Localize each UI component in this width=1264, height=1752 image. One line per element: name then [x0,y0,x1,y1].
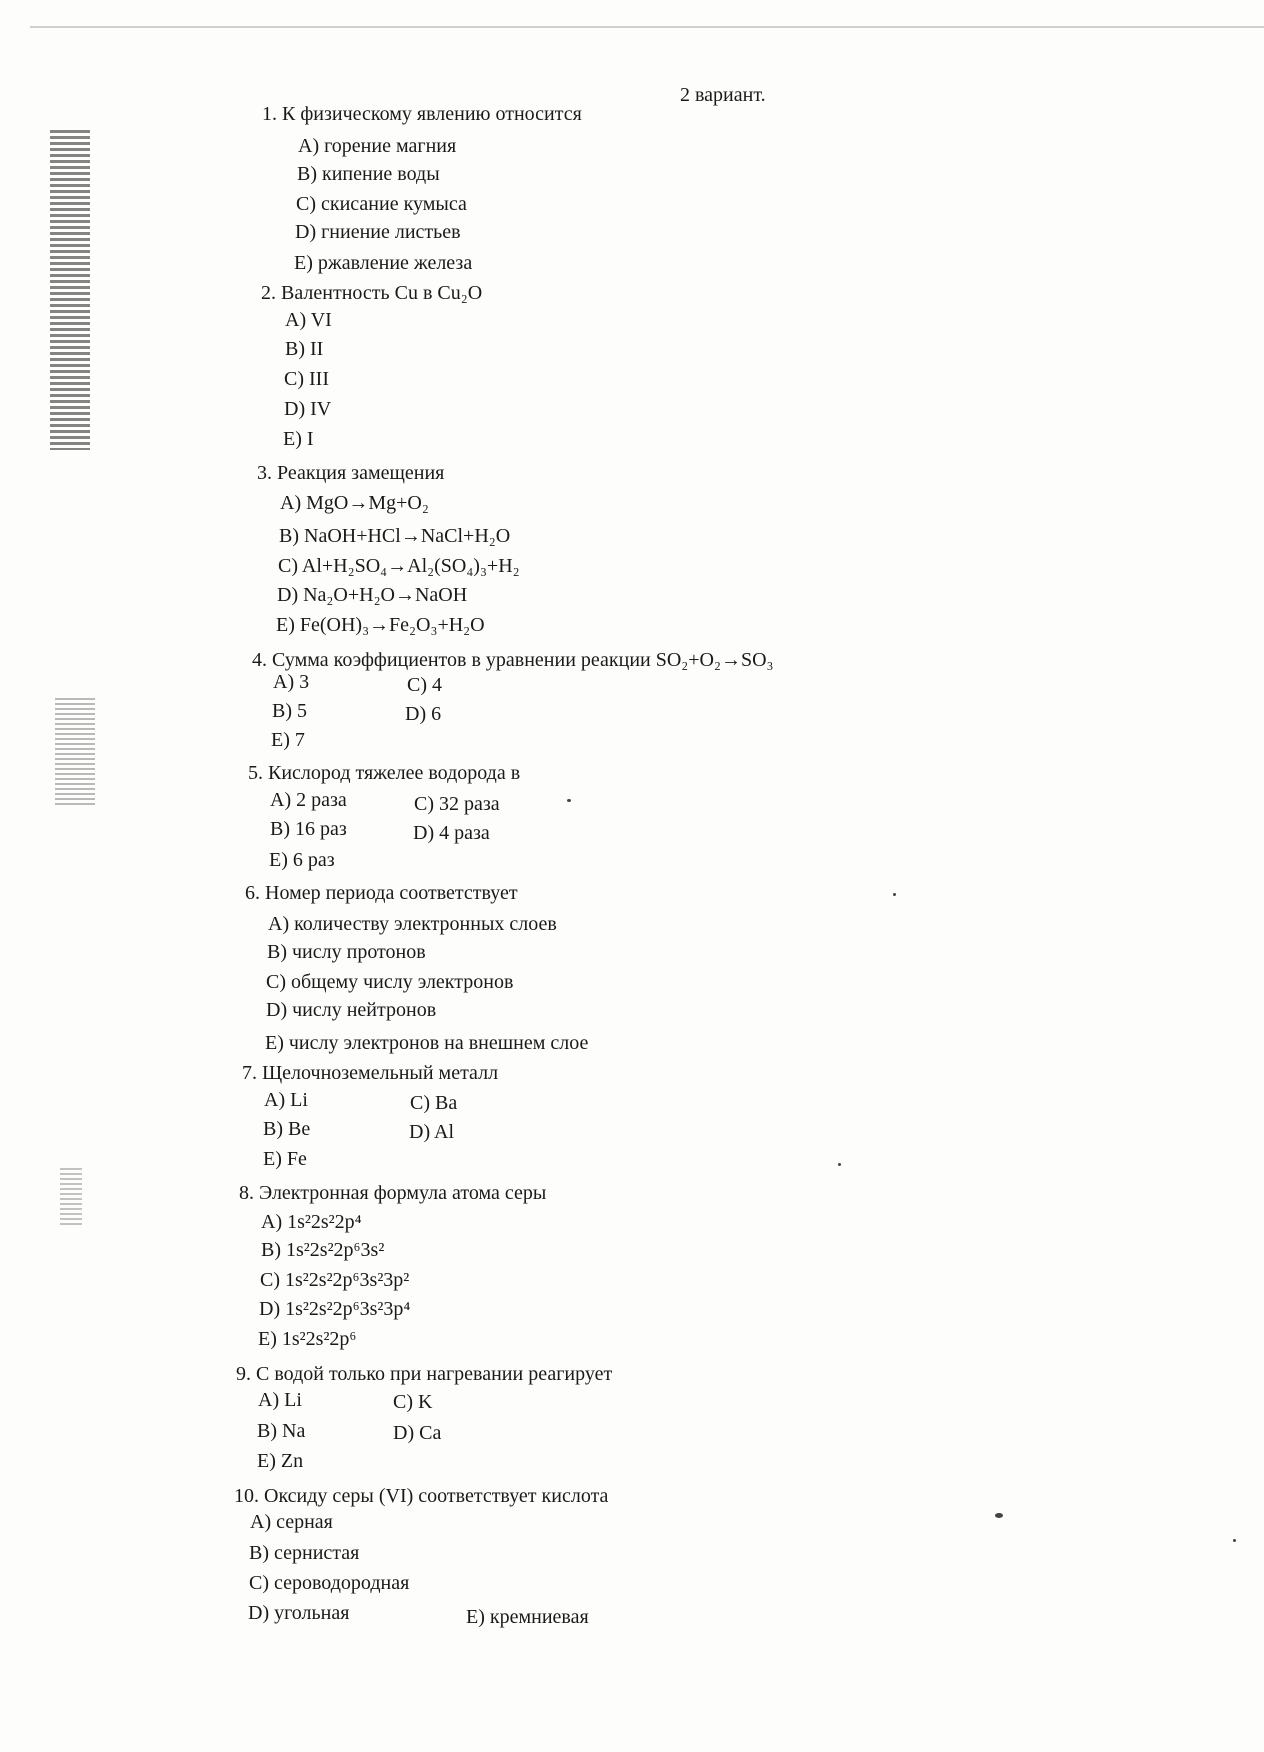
q6-option-a: A) количеству электронных слоев [268,913,557,935]
question-4: 4. Сумма коэффициентов в уравнении реакции SO₂+O₂→SO₃ [252,649,774,671]
q8-option-c: C) 1s²2s²2p⁶3s²3p² [260,1269,410,1291]
q2-option-c: C) III [284,368,329,390]
question-3: 3. Реакция замещения [257,462,445,484]
q5-option-a: A) 2 раза [270,789,347,811]
q10-option-e: E) кремниевая [466,1606,589,1628]
q5-option-c: C) 32 раза [414,793,500,815]
q4-option-c: C) 4 [407,674,442,696]
q7-option-b: B) Be [263,1118,311,1140]
q2-option-a: A) VI [285,309,332,331]
question-10: 10. Оксиду серы (VI) соответствует кислота [234,1485,609,1507]
q3-option-a: A) MgO→Mg+O₂ [280,492,429,514]
q1-option-b: B) кипение воды [297,163,440,185]
q4-option-d: D) 6 [405,703,442,725]
q3-option-d: D) Na₂O+H₂O→NaOH [277,584,468,606]
question-9: 9. С водой только при нагревании реагирует [236,1363,613,1385]
q10-option-b: B) сернистая [249,1542,360,1564]
scan-speck [893,893,896,896]
question-6: 6. Номер периода соответствует [245,882,518,904]
q3-option-b: B) NaOH+HCl→NaCl+H₂O [279,525,511,547]
question-1: 1. К физическому явлению относится [262,103,582,125]
q1-option-a: A) горение магния [298,135,457,157]
q8-option-a: A) 1s²2s²2p⁴ [261,1211,362,1233]
q1-option-e: E) ржавление железа [294,252,473,274]
q6-option-c: C) общему числу электронов [266,971,514,993]
scan-artifact [55,698,95,808]
scan-artifact [60,1168,82,1228]
q6-option-d: D) числу нейтронов [266,999,437,1021]
q3-option-e: E) Fe(OH)₃→Fe₂O₃+H₂O [276,614,485,636]
q7-option-d: D) Al [409,1121,454,1143]
q4-option-b: B) 5 [272,700,307,722]
q4-option-e: E) 7 [271,729,305,751]
q1-option-c: C) скисание кумыса [296,193,467,215]
q1-option-d: D) гниение листьев [295,221,461,243]
page-edge [30,26,1264,28]
q6-option-e: E) числу электронов на внешнем слое [265,1032,589,1054]
q6-option-b: B) числу протонов [267,941,426,963]
scan-speck [995,1513,1003,1518]
q7-option-e: E) Fe [263,1148,307,1170]
q4-option-a: A) 3 [273,671,310,693]
scan-speck [567,799,571,802]
q8-option-b: B) 1s²2s²2p⁶3s² [261,1239,385,1261]
scan-speck [1233,1539,1236,1542]
q9-option-b: B) Na [257,1420,306,1442]
question-5: 5. Кислород тяжелее водорода в [248,762,521,784]
q8-option-e: E) 1s²2s²2p⁶ [258,1328,357,1350]
q7-option-c: C) Ba [410,1092,458,1114]
q2-option-d: D) IV [284,398,332,420]
q10-option-c: C) сероводородная [249,1572,410,1594]
q5-option-d: D) 4 раза [413,822,490,844]
q9-option-d: D) Ca [393,1422,442,1444]
q3-option-c: C) Al+H₂SO₄→Al₂(SO₄)₃+H₂ [278,555,520,577]
q10-option-d: D) угольная [248,1602,350,1624]
q5-option-b: B) 16 раз [270,818,347,840]
scan-speck [838,1163,841,1166]
q9-option-a: A) Li [258,1389,302,1411]
q7-option-a: A) Li [264,1089,308,1111]
q9-option-e: E) Zn [257,1450,304,1472]
q5-option-e: E) 6 раз [269,849,335,871]
variant-label: 2 вариант. [680,84,766,106]
question-7: 7. Щелочноземельный металл [242,1062,499,1084]
scan-artifact [50,130,90,450]
question-2: 2. Валентность Cu в Cu₂O [261,282,483,304]
q10-option-a: A) серная [250,1511,333,1533]
q2-option-e: E) I [283,428,314,450]
question-8: 8. Электронная формула атома серы [239,1182,547,1204]
q9-option-c: C) K [393,1391,433,1413]
q8-option-d: D) 1s²2s²2p⁶3s²3p⁴ [259,1298,411,1320]
q2-option-b: B) II [285,338,324,360]
